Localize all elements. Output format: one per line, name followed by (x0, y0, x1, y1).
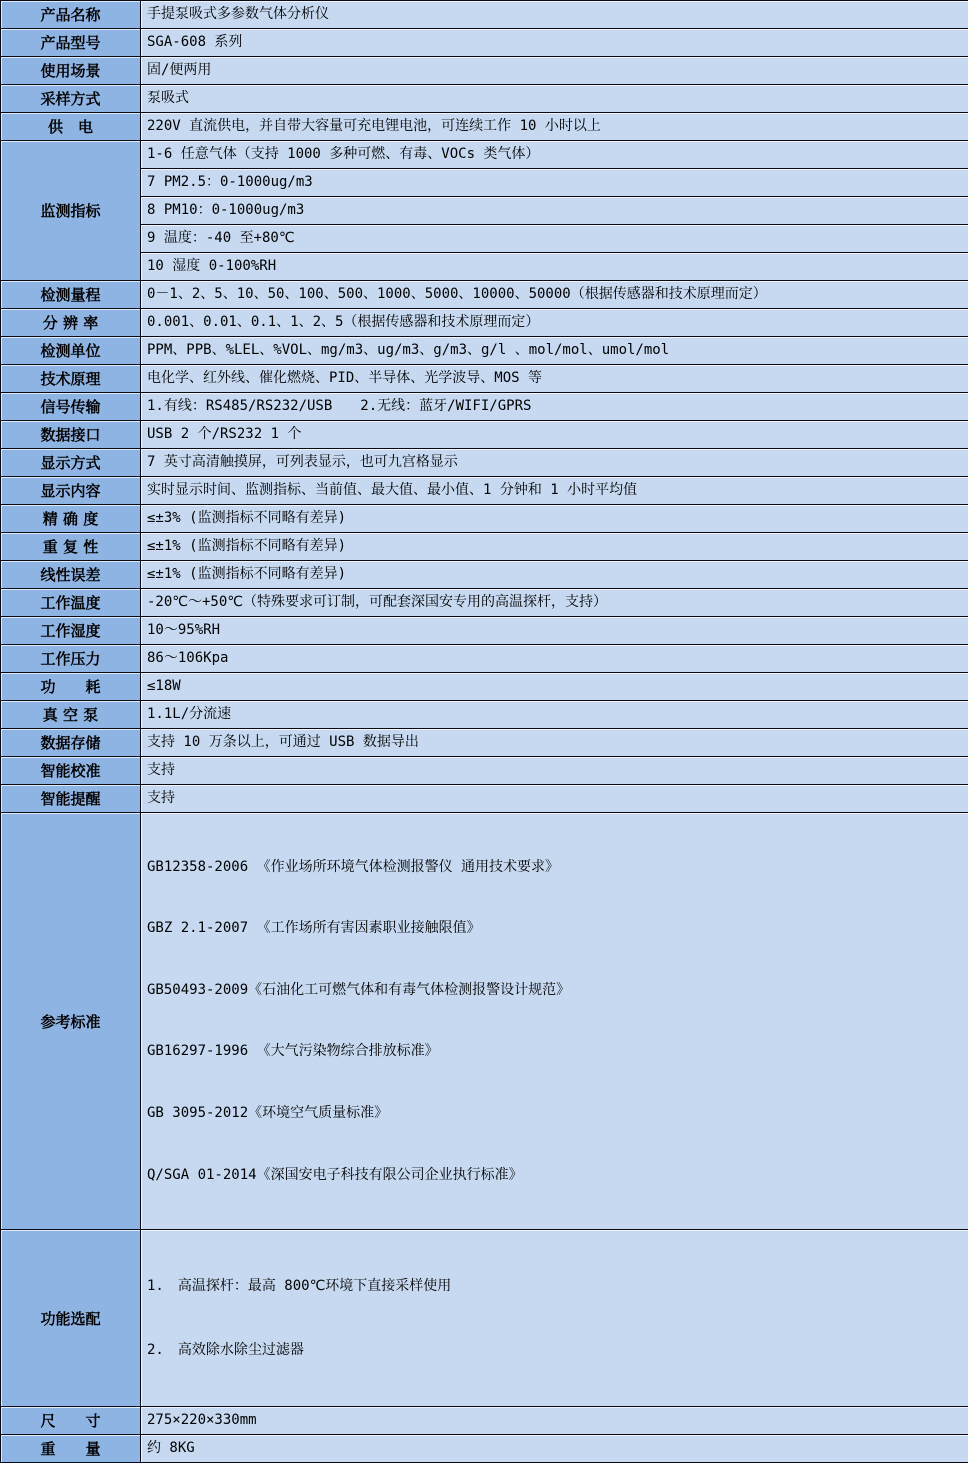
row-data-storage (1, 729, 968, 757)
principle-label: 技术原理 (1, 365, 141, 393)
display-content-value: 实时显示时间、监测指标、当前值、最大值、最小值、1 分钟和 1 小时平均值 (141, 477, 968, 505)
monitor-item-1: 1-6 任意气体（支持 1000 多种可燃、有毒、VOCs 类气体） (141, 141, 968, 169)
options-line-1: 1. 高温探杆：最高 800℃环境下直接采样使用 (147, 1274, 962, 1298)
row-power (1, 113, 968, 141)
options-line-2: 2. 高效除水除尘过滤器 (147, 1338, 962, 1362)
signal-value: 1.有线：RS485/RS232/USB 2.无线：蓝牙/WIFI/GPRS (141, 393, 968, 421)
row-range (1, 281, 968, 309)
range-value: 0－1、2、5、10、50、100、500、1000、5000、10000、50000（根据传感器和技术原理而定） (141, 281, 968, 309)
standards-value (141, 813, 968, 1230)
dimensions-label: 尺 寸 (1, 1406, 141, 1434)
display-content-label: 显示内容 (1, 477, 141, 505)
monitor-item-4: 9 温度：-40 至+80℃ (141, 225, 968, 253)
scene-label: 使用场景 (1, 57, 141, 85)
weight-value: 约 8KG (141, 1434, 968, 1462)
row-smart-reminder (1, 785, 968, 813)
row-resolution (1, 309, 968, 337)
power-consumption-label: 功 耗 (1, 673, 141, 701)
product-name-label: 产品名称 (1, 1, 141, 29)
row-dimensions (1, 1406, 968, 1434)
row-options (1, 1230, 968, 1407)
smart-calibration-label: 智能校准 (1, 757, 141, 785)
sampling-value: 泵吸式 (141, 85, 968, 113)
signal-label: 信号传输 (1, 393, 141, 421)
display-mode-value: 7 英寸高清触摸屏，可列表显示，也可九宫格显示 (141, 449, 968, 477)
options-label: 功能选配 (1, 1230, 141, 1407)
row-interface (1, 421, 968, 449)
row-sampling (1, 85, 968, 113)
units-value: PPM、PPB、%LEL、%VOL、mg/m3、ug/m3、g/m3、g/l 、mol/mol、umol/mol (141, 337, 968, 365)
row-monitor-3 (1, 197, 968, 225)
row-display-mode (1, 449, 968, 477)
monitor-item-2: 7 PM2.5：0-1000ug/m3 (141, 169, 968, 197)
row-monitor-4 (1, 225, 968, 253)
monitor-label: 监测指标 (1, 141, 141, 281)
smart-calibration-value: 支持 (141, 757, 968, 785)
row-display-content (1, 477, 968, 505)
power-consumption-value: ≤18W (141, 673, 968, 701)
sampling-label: 采样方式 (1, 85, 141, 113)
power-value: 220V 直流供电，并自带大容量可充电锂电池，可连续工作 10 小时以上 (141, 113, 968, 141)
accuracy-value: ≤±3% (监测指标不同略有差异) (141, 505, 968, 533)
standards-line-1: GB12358-2006 《作业场所环境气体检测报警仪 通用技术要求》 (147, 857, 962, 878)
work-pressure-label: 工作压力 (1, 645, 141, 673)
row-repeatability (1, 533, 968, 561)
row-linearity (1, 561, 968, 589)
standards-line-6: Q/SGA 01-2014《深国安电子科技有限公司企业执行标准》 (147, 1165, 962, 1186)
work-pressure-value: 86～106Kpa (141, 645, 968, 673)
row-units (1, 337, 968, 365)
interface-label: 数据接口 (1, 421, 141, 449)
linearity-label: 线性误差 (1, 561, 141, 589)
work-humidity-label: 工作湿度 (1, 617, 141, 645)
row-accuracy (1, 505, 968, 533)
row-work-humidity (1, 617, 968, 645)
display-mode-label: 显示方式 (1, 449, 141, 477)
data-storage-label: 数据存储 (1, 729, 141, 757)
row-work-temp (1, 589, 968, 617)
standards-label: 参考标准 (1, 813, 141, 1230)
row-work-pressure (1, 645, 968, 673)
model-value: SGA-608 系列 (141, 29, 968, 57)
smart-reminder-value: 支持 (141, 785, 968, 813)
model-label: 产品型号 (1, 29, 141, 57)
weight-label: 重 量 (1, 1434, 141, 1462)
scene-value: 固/便两用 (141, 57, 968, 85)
data-storage-value: 支持 10 万条以上，可通过 USB 数据导出 (141, 729, 968, 757)
row-monitor-5 (1, 253, 968, 281)
standards-line-3: GB50493-2009《石油化工可燃气体和有毒气体检测报警设计规范》 (147, 980, 962, 1001)
options-value (141, 1230, 968, 1407)
product-name-value: 手提泵吸式多参数气体分析仪 (141, 1, 968, 29)
work-humidity-value: 10～95%RH (141, 617, 968, 645)
resolution-value: 0.001、0.01、0.1、1、2、5（根据传感器和技术原理而定） (141, 309, 968, 337)
row-standards (1, 813, 968, 1230)
work-temp-value: -20℃～+50℃（特殊要求可订制，可配套深国安专用的高温探杆，支持） (141, 589, 968, 617)
vacuum-pump-value: 1.1L/分流速 (141, 701, 968, 729)
standards-line-5: GB 3095-2012《环境空气质量标准》 (147, 1103, 962, 1124)
standards-line-2: GBZ 2.1-2007 《工作场所有害因素职业接触限值》 (147, 918, 962, 939)
row-product-name (1, 1, 968, 29)
smart-reminder-label: 智能提醒 (1, 785, 141, 813)
repeatability-value: ≤±1% (监测指标不同略有差异) (141, 533, 968, 561)
monitor-item-5: 10 湿度 0-100%RH (141, 253, 968, 281)
units-label: 检测单位 (1, 337, 141, 365)
linearity-value: ≤±1% (监测指标不同略有差异) (141, 561, 968, 589)
row-smart-calibration (1, 757, 968, 785)
dimensions-value: 275×220×330mm (141, 1406, 968, 1434)
standards-line-4: GB16297-1996 《大气污染物综合排放标准》 (147, 1041, 962, 1062)
row-model (1, 29, 968, 57)
row-monitor-1 (1, 141, 968, 169)
work-temp-label: 工作温度 (1, 589, 141, 617)
principle-value: 电化学、红外线、催化燃烧、PID、半导体、光学波导、MOS 等 (141, 365, 968, 393)
power-label: 供 电 (1, 113, 141, 141)
repeatability-label: 重 复 性 (1, 533, 141, 561)
monitor-item-3: 8 PM10：0-1000ug/m3 (141, 197, 968, 225)
row-vacuum-pump (1, 701, 968, 729)
interface-value: USB 2 个/RS232 1 个 (141, 421, 968, 449)
row-signal (1, 393, 968, 421)
row-monitor-2 (1, 169, 968, 197)
row-weight (1, 1434, 968, 1462)
accuracy-label: 精 确 度 (1, 505, 141, 533)
range-label: 检测量程 (1, 281, 141, 309)
vacuum-pump-label: 真 空 泵 (1, 701, 141, 729)
resolution-label: 分 辨 率 (1, 309, 141, 337)
row-power-consumption (1, 673, 968, 701)
row-principle (1, 365, 968, 393)
row-scene (1, 57, 968, 85)
